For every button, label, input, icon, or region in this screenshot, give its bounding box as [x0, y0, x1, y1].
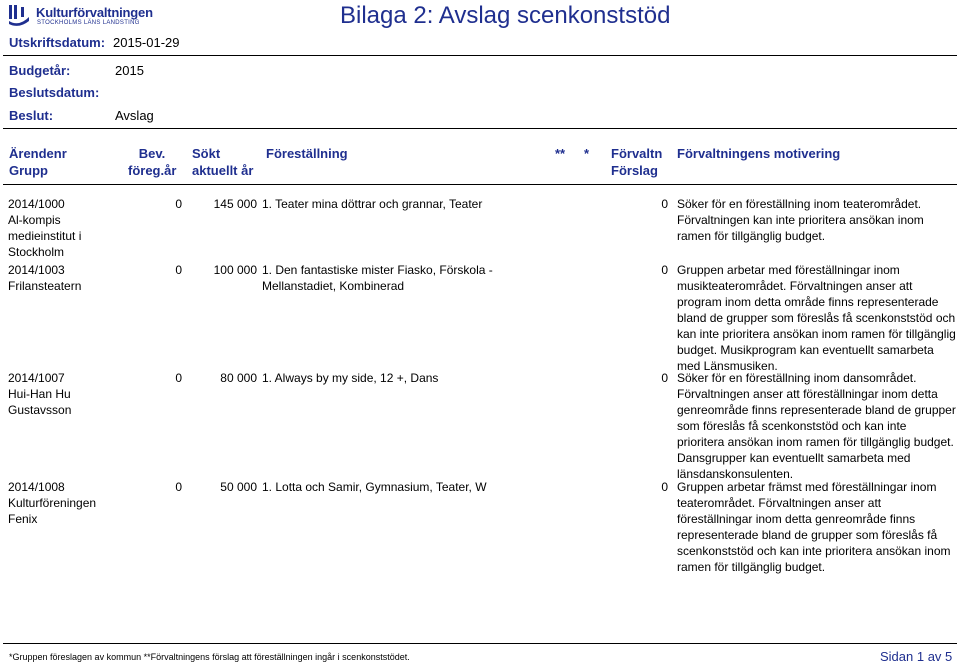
column-header-case: [9, 145, 67, 179]
logo: [8, 4, 153, 28]
group-name: Hui-Han Hu Gustavsson: [8, 387, 72, 417]
column-header-case-line2: Grupp: [9, 163, 48, 178]
proposal-amount: 0: [661, 197, 668, 211]
proposal-amount: 0: [661, 480, 668, 494]
budget-year-value: 2015: [115, 63, 144, 78]
logo-subtitle: STOCKHOLMS LÄNS LANDSTING: [37, 20, 140, 26]
case-number: 2014/1007: [8, 371, 65, 385]
motivation: Söker för en föreställning inom dansområdet. Förvaltningen anser att föreställningar inom detta genreområde finns representerade bland de grupper som föreslås få scenkonststöd och kan inte prioritera ansökan inom ramen för tillgänglig budget. Dansgrupper kan eventuellt samarbeta med länsdanskonsulenten.: [677, 371, 956, 481]
applied-amount: 145 000: [213, 197, 257, 211]
logo-name: Kulturförvaltningen: [36, 5, 153, 20]
applied-amount: 100 000: [213, 263, 257, 277]
print-date-value: 2015-01-29: [113, 35, 180, 50]
group-name: Frilansteatern: [8, 279, 82, 293]
table-row-case: [8, 370, 118, 418]
group-name: Kulturföreningen Fenix: [8, 496, 97, 526]
column-header-proposal-line1: Förvaltn: [611, 146, 663, 161]
column-header-applied-line1: Sökt: [192, 146, 221, 161]
print-date-label: Utskriftsdatum:: [9, 35, 106, 50]
column-header-applied: [192, 145, 253, 179]
column-header-granted-line2: föreg.år: [128, 163, 177, 178]
granted-prev: 0: [175, 371, 182, 385]
decision-value: Avslag: [115, 108, 154, 123]
budget-year-label: Budgetår:: [9, 63, 71, 78]
column-header-double-star: **: [555, 146, 566, 161]
footer-note: *Gruppen föreslagen av kommun **Förvaltningens förslag att föreställningen ingår i scenkonststödet.: [9, 652, 410, 662]
table-row-case: [8, 479, 118, 527]
case-number: 2014/1000: [8, 197, 65, 211]
divider: [3, 128, 957, 129]
table-row-case: [8, 262, 118, 294]
decision-label: Beslut:: [9, 108, 54, 123]
granted-prev: 0: [175, 480, 182, 494]
table-row-case: [8, 196, 118, 260]
case-number: 2014/1003: [8, 263, 65, 277]
column-header-single-star: *: [584, 146, 590, 161]
performance: 1. Lotta och Samir, Gymnasium, Teater, W: [262, 480, 487, 494]
applied-amount: 80 000: [220, 371, 257, 385]
performance: 1. Teater mina döttrar och grannar, Teater: [262, 197, 483, 211]
column-header-performance: Föreställning: [266, 146, 348, 161]
column-header-granted: [128, 145, 176, 179]
granted-prev: 0: [175, 197, 182, 211]
column-header-proposal: [611, 145, 662, 179]
group-name: Al-kompis medieinstitut i Stockholm: [8, 213, 82, 259]
motivation: Gruppen arbetar främst med föreställningar inom teaterområdet. Förvaltningen anser att föreställningar inom detta genreområde finns representerade bland de grupper som föreslås få scenkonststöd och kan inte prioritera ansökan inom ramen för tillgänglig budget.: [677, 480, 951, 574]
performance: 1. Den fantastiske mister Fiasko, Förskola - Mellanstadiet, Kombinerad: [262, 263, 493, 293]
page-number: Sidan 1 av 5: [880, 649, 953, 664]
column-header-applied-line2: aktuellt år: [192, 163, 254, 178]
motivation: Söker för en föreställning inom teaterområdet. Förvaltningen kan inte prioritera ansökan inom ramen för tillgänglig budget.: [677, 197, 924, 243]
column-header-granted-line1: Bev.: [138, 146, 166, 161]
case-number: 2014/1008: [8, 480, 65, 494]
granted-prev: 0: [175, 263, 182, 277]
proposal-amount: 0: [661, 263, 668, 277]
motivation: Gruppen arbetar med föreställningar inom musikteaterområdet. Förvaltningen anser att program inom detta område finns representerade bland de grupper som föreslås få scenkonststöd och kan inte prioritera ansökan inom ramen för tillgänglig budget. Musikprogram kan eventuellt samarbeta med Länsmusiken.: [677, 263, 956, 373]
column-header-proposal-line2: Förslag: [611, 163, 658, 178]
kulturforvaltningen-logo-icon: [8, 4, 30, 26]
column-header-case-line1: Ärendenr: [9, 146, 67, 161]
proposal-amount: 0: [661, 371, 668, 385]
divider: [3, 55, 957, 56]
column-header-motivation: Förvaltningens motivering: [677, 146, 841, 161]
decision-date-label: Beslutsdatum:: [9, 85, 100, 100]
performance: 1. Always by my side, 12 +, Dans: [262, 371, 439, 385]
divider: [3, 184, 957, 185]
divider: [3, 643, 957, 644]
document-title: Bilaga 2: Avslag scenkonststöd: [340, 2, 671, 29]
applied-amount: 50 000: [220, 480, 257, 494]
